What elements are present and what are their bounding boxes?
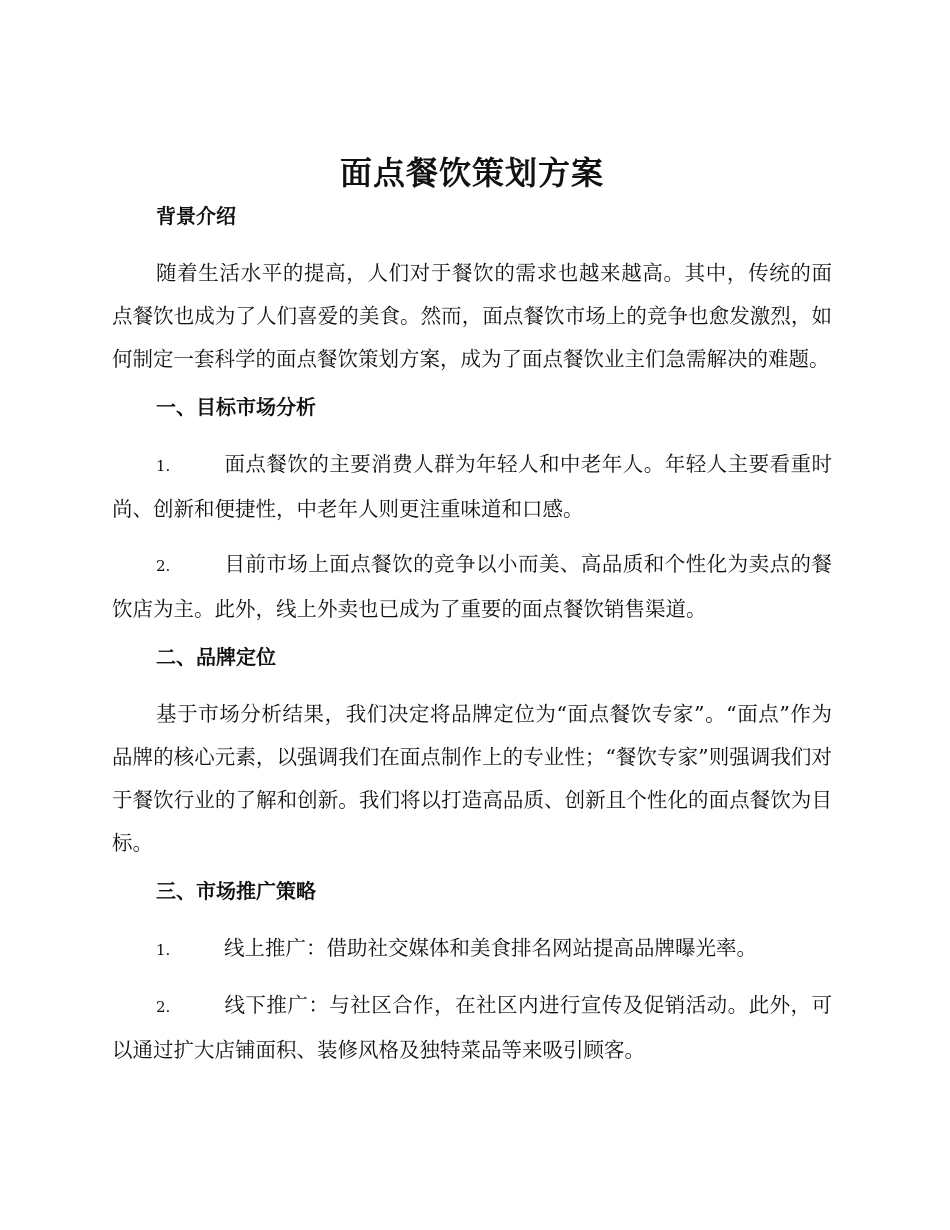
paragraph: 基于市场分析结果，我们决定将品牌定位为“面点餐饮专家”。“面点”作为品牌的核心元素，以强调我们在面点制作上的专业性；“餐饮专家”则强调我们对于餐饮行业的了解和创新。我们将以打造高品质、创新且个性化的面点餐饮为目标。: [112, 702, 832, 855]
list-item-text: 目前市场上面点餐饮的竞争以小而美、高品质和个性化为卖点的餐饮店为主。此外，线上外卖也已成为了重要的面点餐饮销售渠道。: [112, 552, 832, 621]
list-item: [112, 927, 832, 972]
section-heading: 二、品牌定位: [156, 645, 276, 669]
section-background: [112, 202, 832, 381]
section-target-market: [112, 393, 832, 631]
section-heading: 一、目标市场分析: [156, 395, 316, 419]
paragraph: 随着生活水平的提高，人们对于餐饮的需求也越来越高。其中，传统的面点餐饮也成为了人们喜爱的美食。然而，面点餐饮市场上的竞争也愈发激烈，如何制定一套科学的面点餐饮策划方案，成为了面点餐饮业主们急需解决的难题。: [112, 261, 832, 371]
list-number: 2.: [156, 557, 171, 575]
section-marketing-strategy: [112, 877, 832, 1072]
list-item: [112, 443, 832, 531]
section-heading: 背景介绍: [156, 204, 236, 228]
list-item: [112, 543, 832, 631]
list-number: 1.: [156, 941, 171, 959]
list-item-text: 线上推广：借助社交媒体和美食排名网站提高品牌曝光率。: [224, 936, 757, 960]
document-body: [112, 148, 832, 1084]
list-number: 2.: [156, 998, 171, 1016]
list-item: [112, 984, 832, 1072]
document-title: 面点餐饮策划方案: [339, 154, 604, 192]
section-heading: 三、市场推广策略: [156, 879, 316, 903]
section-brand-positioning: [112, 643, 832, 865]
list-item-text: 面点餐饮的主要消费人群为年轻人和中老年人。年轻人主要看重时尚、创新和便捷性，中老年人则更注重味道和口感。: [112, 452, 832, 521]
list-number: 1.: [156, 457, 171, 475]
list-item-text: 线下推广：与社区合作，在社区内进行宣传及促销活动。此外，可以通过扩大店铺面积、装修风格及独特菜品等来吸引顾客。: [112, 993, 832, 1062]
